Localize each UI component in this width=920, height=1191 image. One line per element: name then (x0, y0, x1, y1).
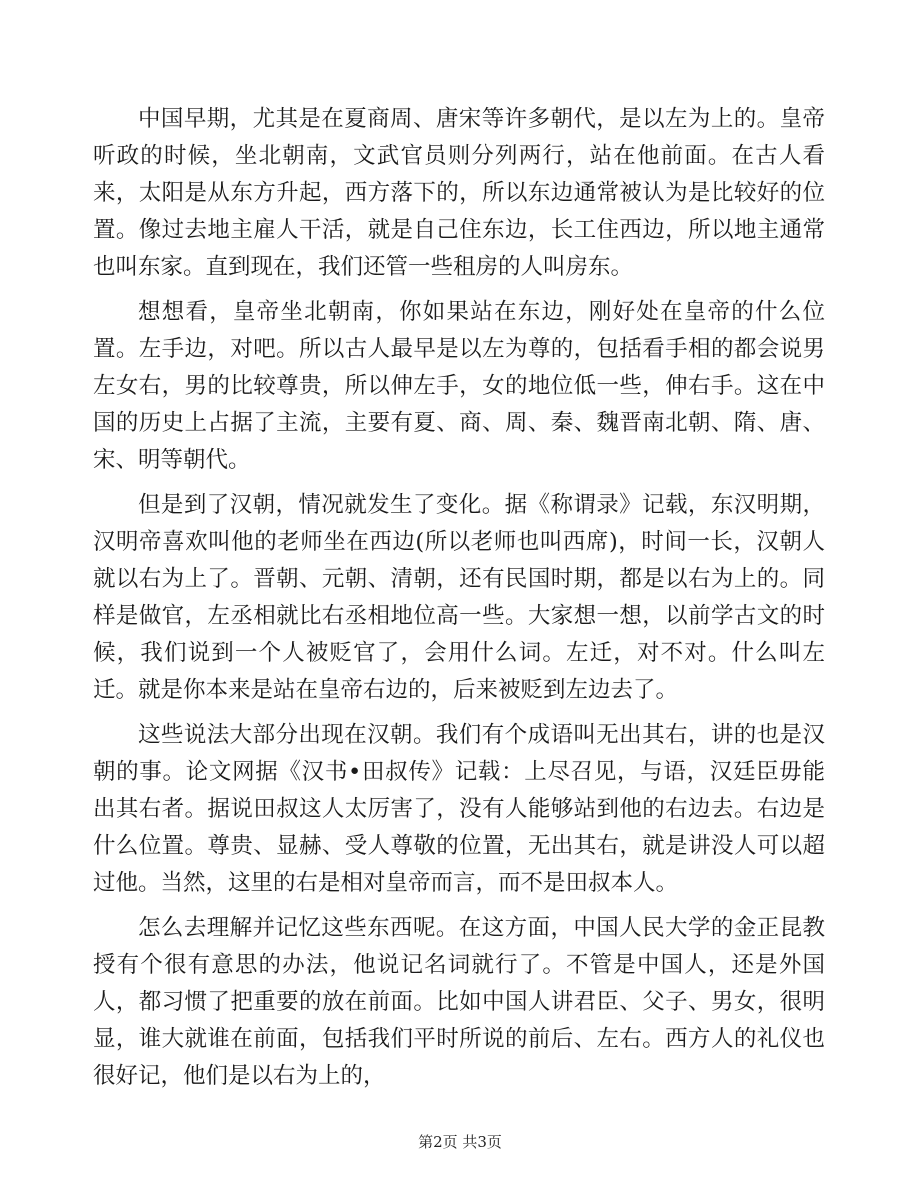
paragraph-2: 想想看，皇帝坐北朝南，你如果站在东边，刚好处在皇帝的什么位置。左手边，对吧。所以古人最早是以左为尊的，包括看手相的都会说男左女右，男的比较尊贵，所以伸左手，女的地位低一些，伸右手。这在中国的历史上占据了主流，主要有夏、商、周、秦、魏晋南北朝、隋、唐、宋、明等朝代。 (93, 299, 825, 473)
page-number: 第2页 共3页 (418, 1133, 502, 1151)
body-text (93, 101, 825, 1103)
paragraph-5: 怎么去理解并记忆这些东西呢。在这方面，中国人民大学的金正昆教授有个很有意思的办法，他说记名词就行了。不管是中国人，还是外国人，都习惯了把重要的放在前面。比如中国人讲君臣、父子、男女，很明显，谁大就谁在前面，包括我们平时所说的前后、左右。西方人的礼仪也很好记，他们是以右为上的， (93, 915, 825, 1089)
paragraph-3: 但是到了汉朝，情况就发生了变化。据《称谓录》记载，东汉明期，汉明帝喜欢叫他的老师坐在西边(所以老师也叫西席)，时间一长，汉朝人就以右为上了。晋朝、元朝、清朝，还有民国时期，都是以右为上的。同样是做官，左丞相就比右丞相地位高一些。大家想一想，以前学古文的时候，我们说到一个人被贬官了，会用什么词。左迁，对不对。什么叫左迁。就是你本来是站在皇帝右边的，后来被贬到左边去了。 (93, 492, 825, 703)
paragraph-4: 这些说法大部分出现在汉朝。我们有个成语叫无出其右，讲的也是汉朝的事。论文网据《汉书•田叔传》记载：上尽召见，与语，汉廷臣毋能出其右者。据说田叔这人太厉害了，没有人能够站到他的右边去。右边是什么位置。尊贵、显赫、受人尊敬的位置，无出其右，就是讲没人可以超过他。当然，这里的右是相对皇帝而言，而不是田叔本人。 (93, 722, 825, 896)
paragraph-1: 中国早期，尤其是在夏商周、唐宋等许多朝代，是以左为上的。皇帝听政的时候，坐北朝南，文武官员则分列两行，站在他前面。在古人看来，太阳是从东方升起，西方落下的，所以东边通常被认为是比较好的位置。像过去地主雇人干活，就是自己住东边，长工住西边，所以地主通常也叫东家。直到现在，我们还管一些租房的人叫房东。 (93, 106, 825, 280)
